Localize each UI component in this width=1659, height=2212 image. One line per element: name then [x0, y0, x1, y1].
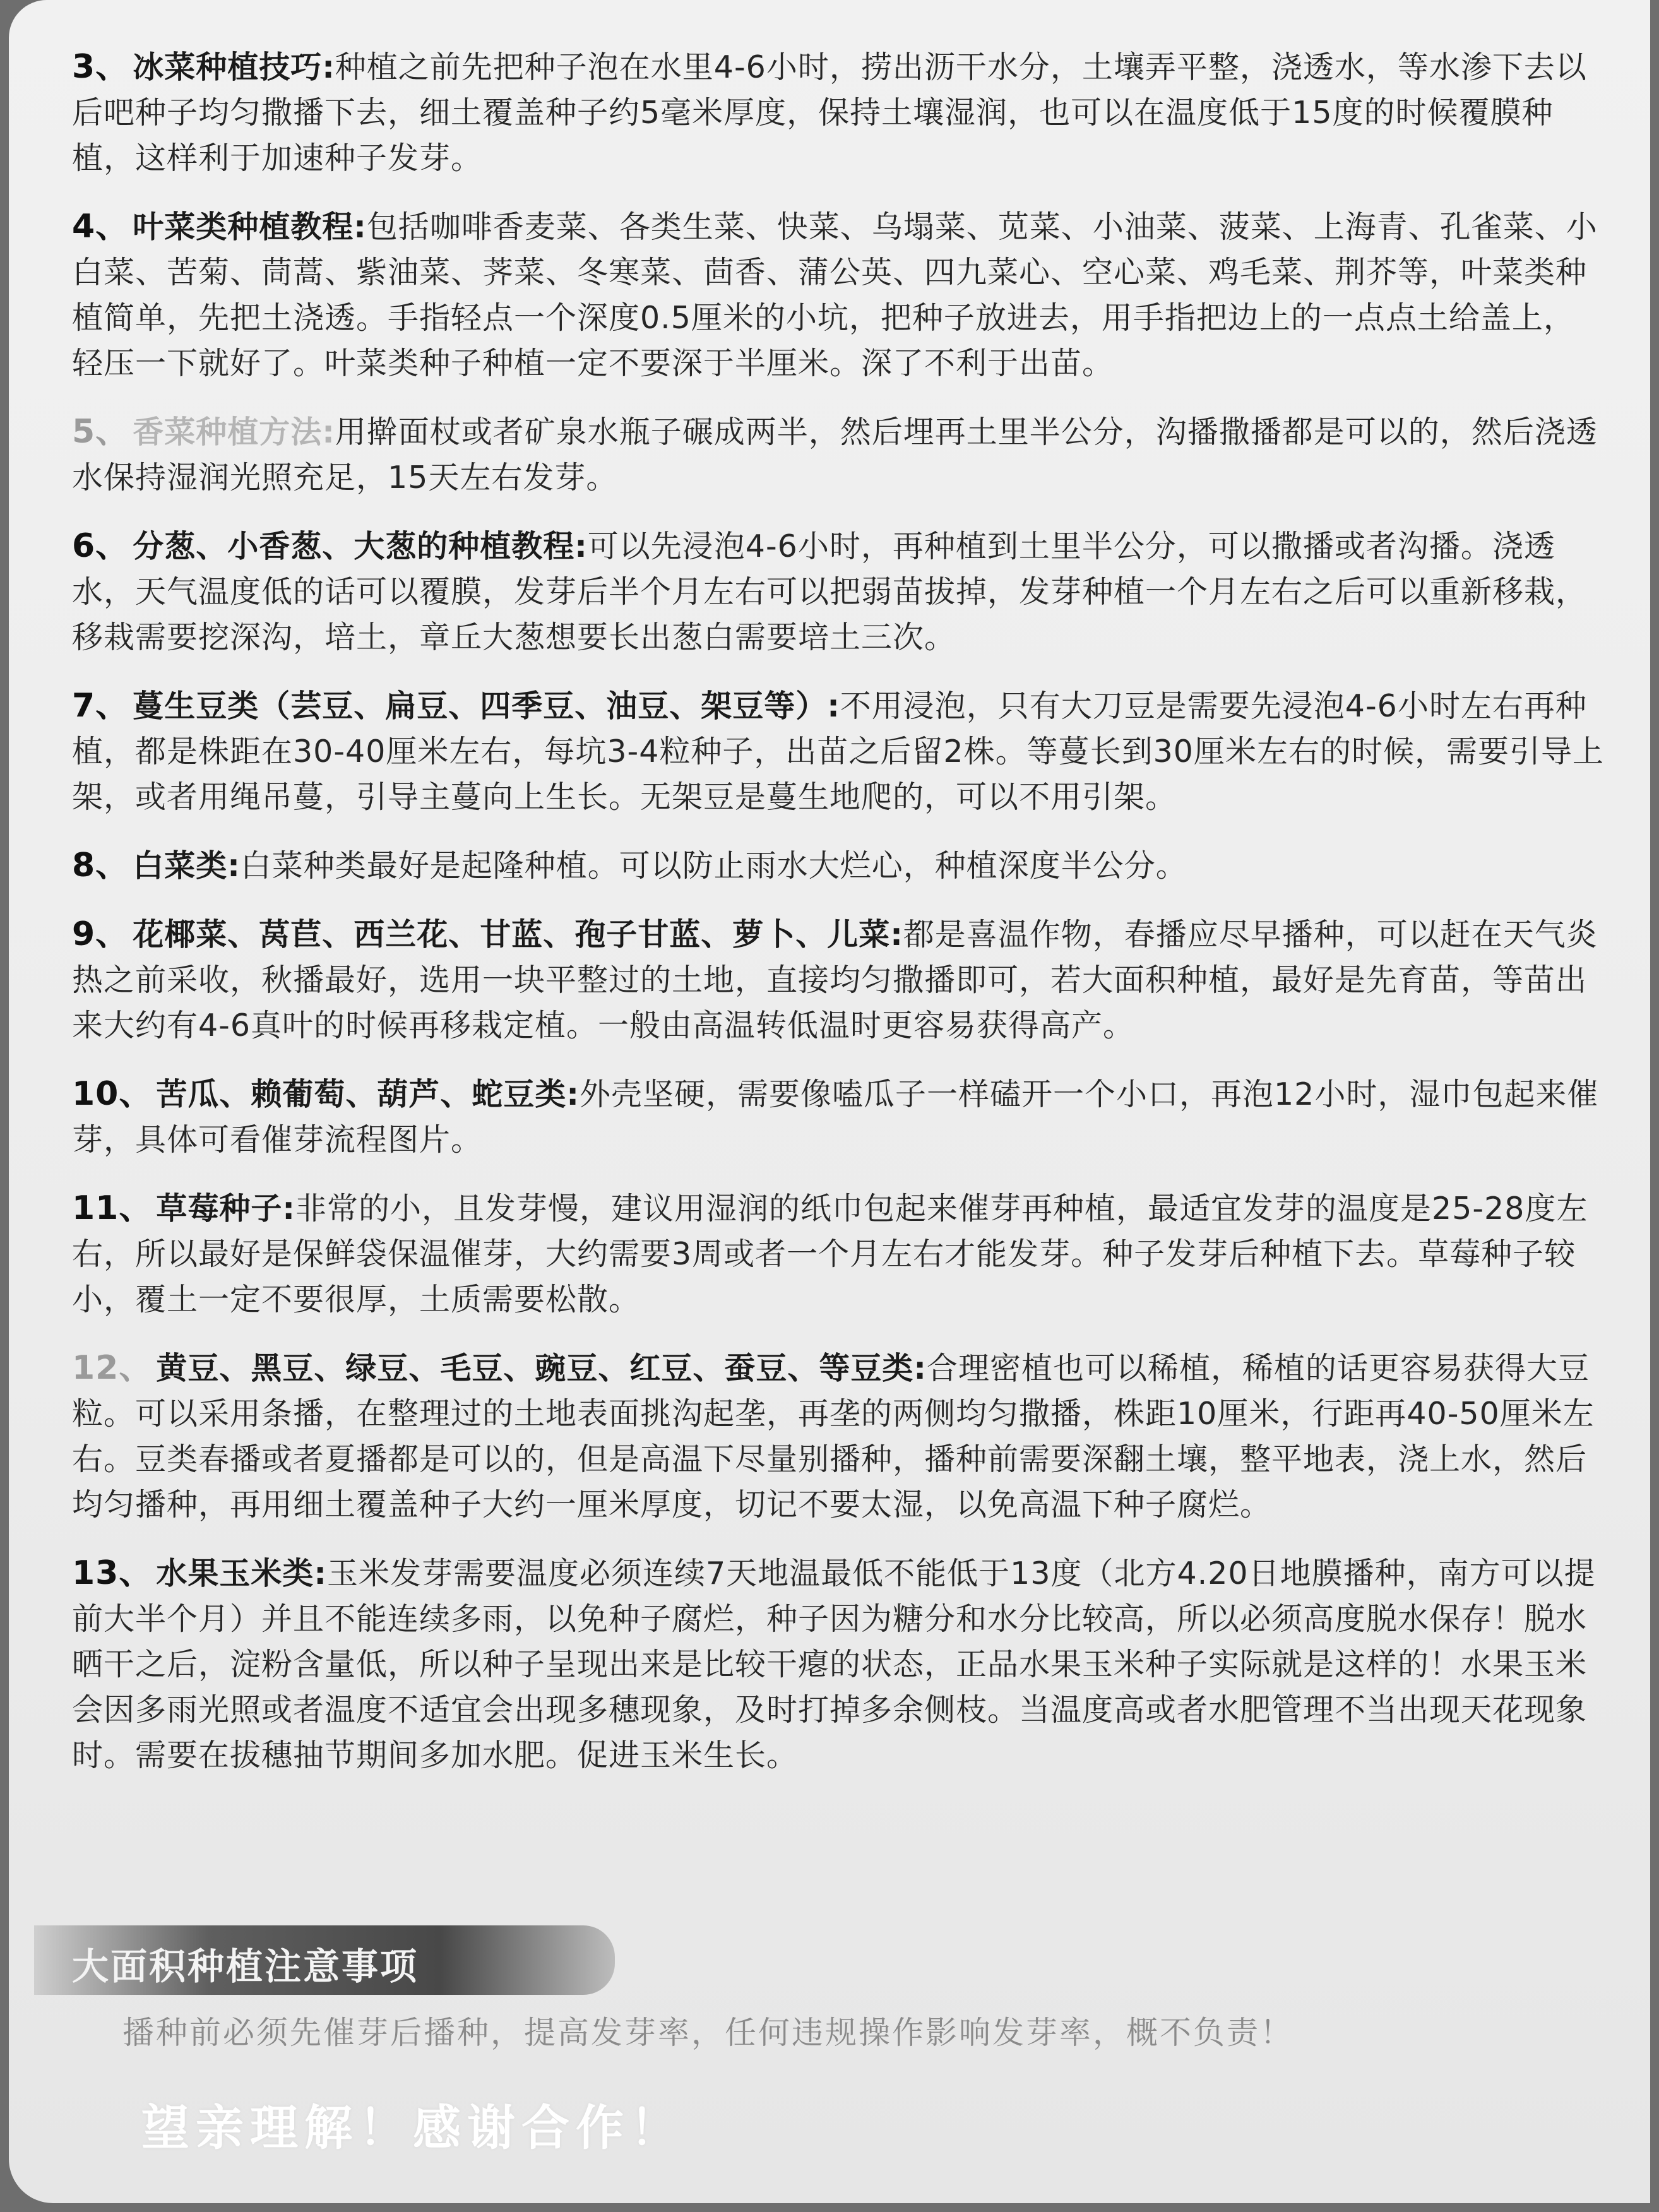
- item-text: 种植之前先把种子泡在水里4-6小时，捞出沥干水分，土壤弄平整，浇透水，等水渗下去以后吧种子均匀撒播下去，细土覆盖种子约5毫米厚度，保持土壤湿润，也可以在温度低于15度的时候覆膜种植，这样利于加速种子发芽。: [72, 49, 1587, 176]
- list-item: [72, 843, 1606, 889]
- item-number: 9、: [72, 915, 129, 953]
- item-title: 水果玉米类:: [156, 1555, 327, 1591]
- instructions-list: [72, 44, 1606, 1801]
- item-text: 合理密植也可以稀植，稀植的话更容易获得大豆粒。可以采用条播，在整理过的土地表面挑沟起垄，再垄的两侧均匀撒播，株距10厘米，行距再40-50厘米左右。豆类春播或者夏播都是可以的，但是高温下尽量别播种，播种前需要深翻土壤，整平地表，浇上水，然后均匀播种，再用细土覆盖种子大约一厘米厚度，切记不要太湿，以免高温下种子腐烂。: [72, 1350, 1595, 1523]
- notice-banner-title: 大面积种植注意事项: [72, 1945, 419, 1988]
- notice-banner: [34, 1925, 615, 1995]
- item-title: 黄豆、黑豆、绿豆、毛豆、豌豆、红豆、蚕豆、等豆类:: [156, 1350, 927, 1386]
- list-item: [72, 683, 1606, 820]
- item-number: 13、: [72, 1554, 153, 1592]
- list-item: [72, 523, 1606, 660]
- item-number: 7、: [72, 687, 129, 725]
- item-number: 4、: [72, 208, 129, 246]
- list-item: [72, 912, 1606, 1049]
- list-item: [72, 1550, 1606, 1778]
- item-number: 11、: [72, 1189, 153, 1227]
- item-title: 草莓种子:: [156, 1191, 295, 1227]
- thanks-text: 望亲理解！感谢合作！: [141, 2100, 684, 2156]
- item-text: 外壳坚硬，需要像嗑瓜子一样磕开一个小口，再泡12小时，湿巾包起来催芽，具体可看催芽流程图片。: [72, 1076, 1599, 1158]
- item-text: 都是喜温作物，春播应尽早播种，可以赶在天气炎热之前采收，秋播最好，选用一块平整过的土地，直接均匀撒播即可，若大面积种植，最好是先育苗，等苗出来大约有4-6真叶的时候再移栽定植。一般由高温转低温时更容易获得高产。: [72, 917, 1598, 1044]
- item-title: 苦瓜、赖葡萄、葫芦、蛇豆类:: [156, 1076, 580, 1112]
- item-text: 包括咖啡香麦菜、各类生菜、快菜、乌塌菜、苋菜、小油菜、菠菜、上海青、孔雀菜、小白菜、苦菊、茼蒿、紫油菜、荠菜、冬寒菜、茴香、蒲公英、四九菜心、空心菜、鸡毛菜、荆芥等，叶菜类种植简单，先把土浇透。手指轻点一个深度0.5厘米的小坑，把种子放进去，用手指把边上的一点点土给盖上，轻压一下就好了。叶菜类种子种植一定不要深于半厘米。深了不利于出苗。: [72, 209, 1598, 381]
- item-title: 分葱、小香葱、大葱的种植教程:: [133, 528, 588, 564]
- document-page: [9, 0, 1650, 2203]
- notice-text: 播种前必须先催芽后播种，提高发芽率，任何违规操作影响发芽率，概不负责！: [122, 2014, 1293, 2051]
- item-title: 冰菜种植技巧:: [133, 49, 335, 85]
- item-text: 玉米发芽需要温度必须连续7天地温最低不能低于13度（北方4.20日地膜播种，南方可以提前大半个月）并且不能连续多雨，以免种子腐烂，种子因为糖分和水分比较高，所以必须高度脱水保存！脱水晒干之后，淀粉含量低，所以种子呈现出来是比较干瘪的状态，正品水果玉米种子实际就是这样的！水果玉米会因多雨光照或者温度不适宜会出现多穗现象，及时打掉多余侧枝。当温度高或者水肥管理不当出现天花现象时。需要在拔穗抽节期间多加水肥。促进玉米生长。: [72, 1555, 1596, 1773]
- item-number: 10、: [72, 1075, 153, 1113]
- item-text: 不用浸泡，只有大刀豆是需要先浸泡4-6小时左右再种植，都是株距在30-40厘米左右，每坑3-4粒种子，出苗之后留2株。等蔓长到30厘米左右的时候，需要引导上架，或者用绳吊蔓，引导主蔓向上生长。无架豆是蔓生地爬的，可以不用引架。: [72, 688, 1604, 815]
- item-number: 6、: [72, 527, 129, 565]
- item-number: 5、: [72, 413, 129, 451]
- item-title: 叶菜类种植教程:: [133, 209, 367, 245]
- item-title: 香菜种植方法:: [133, 414, 335, 450]
- list-item: [72, 204, 1606, 386]
- item-text: 可以先浸泡4-6小时，再种植到土里半公分，可以撒播或者沟播。浇透水，天气温度低的话可以覆膜，发芽后半个月左右可以把弱苗拔掉，发芽种植一个月左右之后可以重新移栽，移栽需要挖深沟，培土，章丘大葱想要长出葱白需要培土三次。: [72, 528, 1588, 655]
- item-number: 3、: [72, 48, 129, 86]
- item-title: 蔓生豆类（芸豆、扁豆、四季豆、油豆、架豆等）:: [133, 688, 840, 724]
- item-title: 花椰菜、莴苣、西兰花、甘蓝、孢子甘蓝、萝卜、儿菜:: [133, 917, 903, 953]
- item-text: 非常的小，且发芽慢，建议用湿润的纸巾包起来催芽再种植，最适宜发芽的温度是25-28度左右，所以最好是保鲜袋保温催芽，大约需要3周或者一个月左右才能发芽。种子发芽后种植下去。草莓种子较小，覆土一定不要很厚，土质需要松散。: [72, 1191, 1588, 1317]
- list-item: [72, 409, 1606, 501]
- list-item: [72, 1071, 1606, 1163]
- item-text: 白菜种类最好是起隆种植。可以防止雨水大烂心，种植深度半公分。: [240, 848, 1187, 884]
- item-text: 用擀面杖或者矿泉水瓶子碾成两半，然后埋再土里半公分，沟播撒播都是可以的，然后浇透水保持湿润光照充足，15天左右发芽。: [72, 414, 1598, 496]
- item-number: 8、: [72, 847, 129, 884]
- item-number: 12、: [72, 1349, 153, 1387]
- list-item: [72, 1186, 1606, 1323]
- item-title: 白菜类:: [133, 848, 241, 884]
- list-item: [72, 1345, 1606, 1528]
- list-item: [72, 44, 1606, 181]
